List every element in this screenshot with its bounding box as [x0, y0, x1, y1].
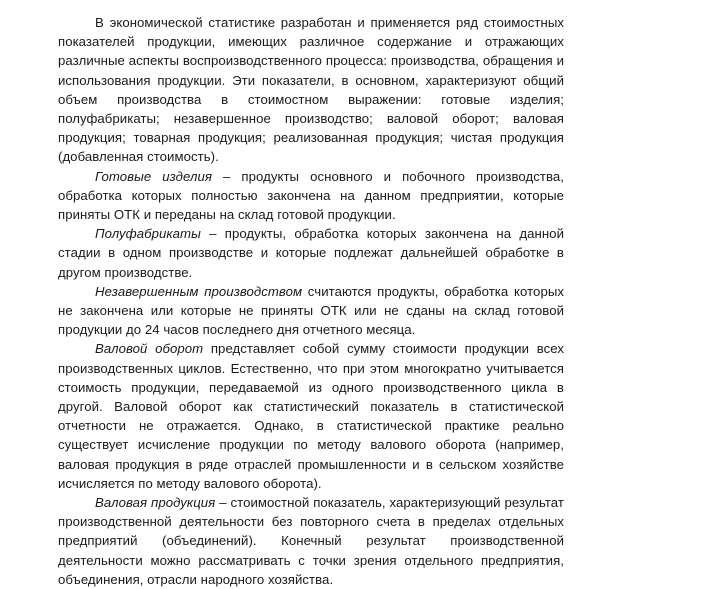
definition-text: – стоимостной показатель, характеризующий результат производственной деятельности без повторного счета в пределах отдельных предприятий (объединений). Конечный результат производственной деятельности можно рассматривать с точки зрения отдельного предприятия, объединения, отрасли народного хозяйства. — [58, 495, 564, 587]
term-semi-finished: Полуфабрикаты — [95, 226, 201, 242]
term-finished-goods: Готовые изделия — [95, 168, 212, 184]
definition-text: – продукты основного и побочного производства, обработка которых полностью закончена на данном предприятии, которые приняты ОТК и переданы на склад готовой продукции. — [58, 168, 564, 223]
definition-gross-turnover — [58, 339, 564, 493]
definition-semi-finished — [58, 224, 564, 282]
definition-finished-goods — [58, 167, 564, 225]
term-gross-turnover: Валовой оборот — [95, 341, 204, 357]
definition-gross-output — [58, 493, 564, 589]
term-work-in-progress: Незавершенным производством — [95, 283, 303, 299]
document-page — [58, 13, 564, 589]
term-gross-output: Валовая продукция — [95, 495, 216, 511]
definition-text: представляет собой сумму стоимости продукции всех производственных циклов. Естественно, что при этом многократно учитывается стоимость продукции, передаваемой из одного производственного цикла в другой. Валовой оборот как статистический показатель в статистической отчетности не отражается. Однако, в статистической практике реально существует исчисление продукции по методу валового оборота (например, валовая продукция в ряде отраслей промышленности и в сельском хозяйстве исчисляется по методу валового оборота). — [58, 341, 564, 491]
definition-text: считаются продукты, обработка которых не закончена или которые не приняты ОТК или не сданы на склад готовой продукции до 24 часов последнего дня отчетного месяца. — [58, 283, 565, 338]
intro-text: В экономической статистике разработан и применяется ряд стоимостных показателей продукции, имеющих различное содержание и отражающих различные аспекты воспроизводственного процесса: производства, обращения и использования продукции. Эти показатели, в основном, характеризуют общий объем производства в стоимостном выражении: готовые изделия; полуфабрикаты; незавершенное производство; валовой оборот; валовая продукция; товарная продукция; реализованная продукция; чистая продукция (добавленная стоимость). — [58, 15, 564, 165]
definition-work-in-progress — [58, 282, 564, 340]
intro-paragraph — [58, 13, 564, 167]
definition-text: – продукты, обработка которых закончена на данной стадии в одном производстве и которые подлежат дальнейшей обработке в другом производстве. — [58, 226, 564, 280]
